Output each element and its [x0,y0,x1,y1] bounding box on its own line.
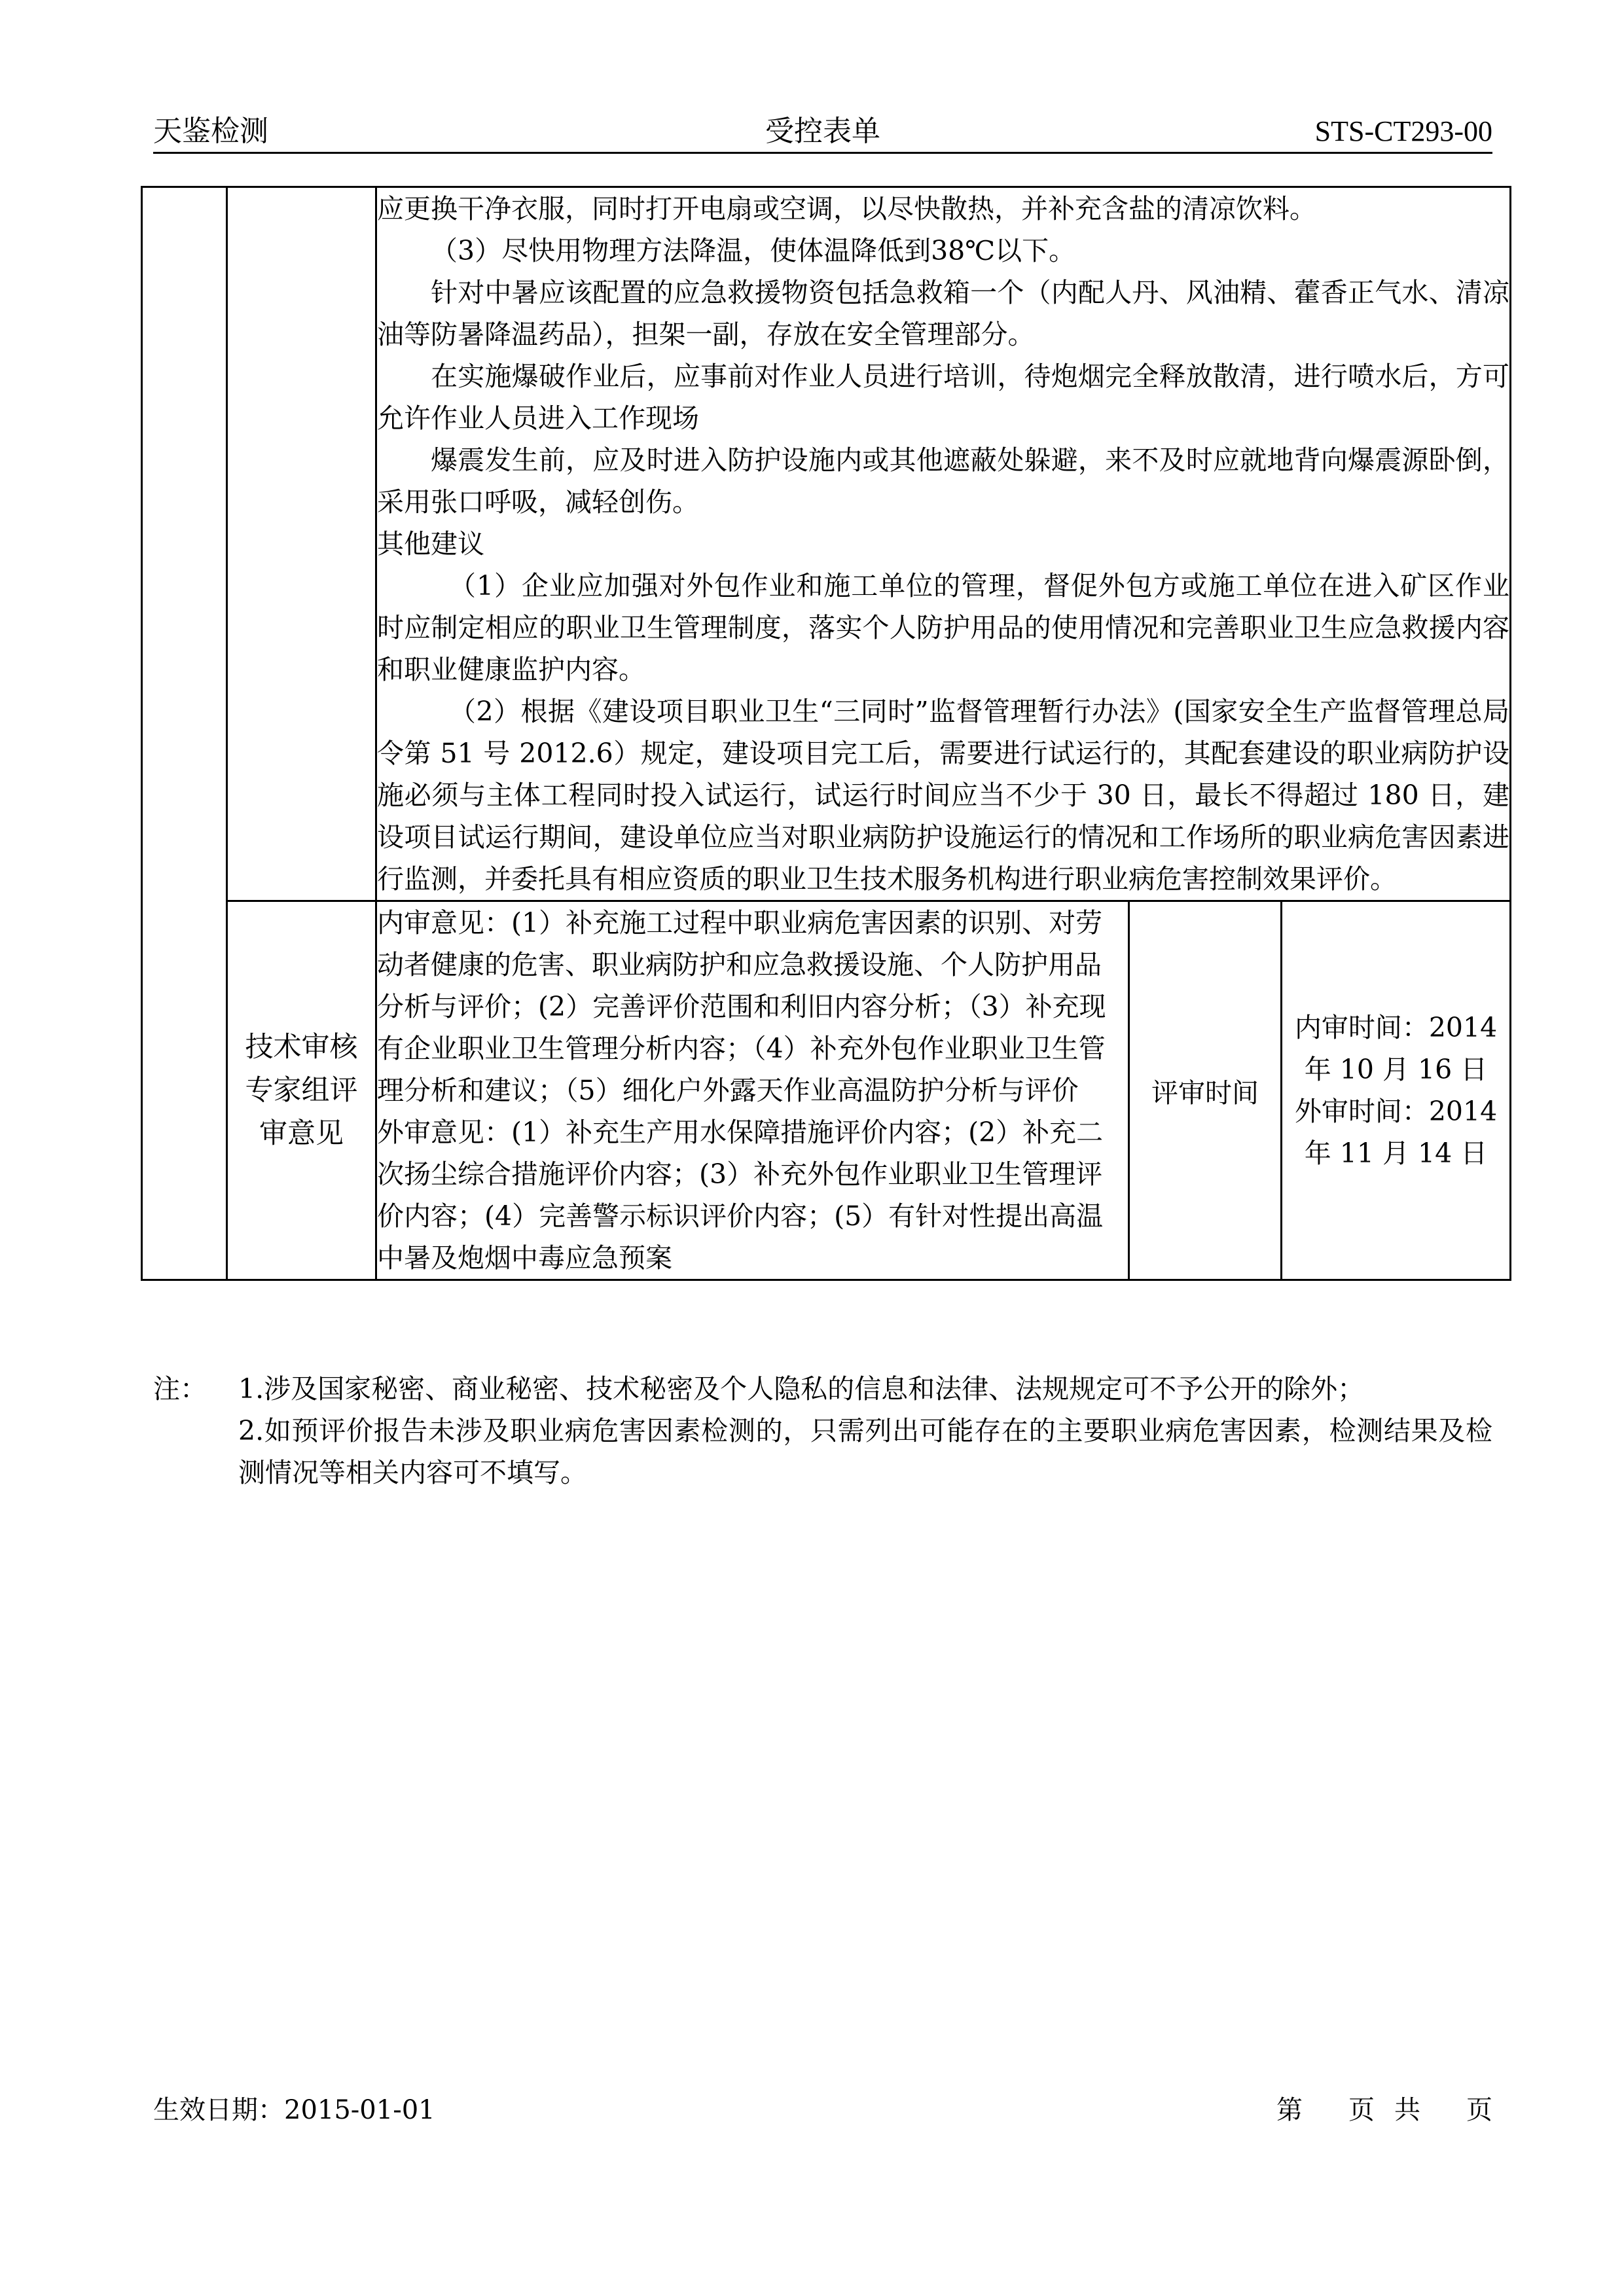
external-review-time-1: 外审时间：2014 [1294,1096,1498,1127]
measures-label-cell [227,187,376,901]
review-opinions [376,901,1129,1280]
measure-paragraph-4: 在实施爆破作业后，应事前对作业人员进行培训，待炮烟完全释放散清，进行喷水后，方可允许作业人员进入工作现场 [377,361,1510,434]
page-di: 第 [1276,2095,1303,2125]
form-code: STS-CT293-00 [1314,115,1492,147]
review-row [142,901,1511,1280]
page-header [153,111,1492,154]
left-blank-cell [142,187,227,1280]
page-footer [153,2090,1492,2130]
internal-review-time-1: 内审时间：2014 [1294,1012,1498,1043]
other-suggestions-title: 其他建议 [377,528,484,560]
page-number [1276,2090,1492,2130]
notes-label: 注： [153,1373,207,1405]
external-review-time-2: 年 11 月 14 日 [1304,1138,1488,1169]
external-review-opinion: 外审意见：(1）补充生产用水保障措施评价内容；(2）补充二次扬尘综合措施评价内容；(3）补充外包作业职业卫生管理评价内容；(4）完善警示标识评价内容；(5）有针对性提出高温中暑及炮烟中毒应急预案 [377,1117,1104,1274]
measures-content [376,187,1511,901]
suggestion-2: （2）根据《建设项目职业卫生“三同时”监督管理暂行办法》(国家安全生产监督管理总局令第 51 号 2012.6）规定，建设项目完工后，需要进行试运行的，其配套建设的职业病防护设施必须与主体工程同时投入试运行，试运行时间应当不少于 30 日，最长不得超过 180 日，建设项目试运行期间，建设单位应当对职业病防护设施运行的情况和工作场所的职业病危害因素进行监测，并委托具有相应资质的职业卫生技术服务机构进行职业病危害控制效果评价。 [377,696,1510,895]
review-label-line-3: 审意见 [259,1117,344,1150]
suggestion-1: （1）企业应加强对外包作业和施工单位的管理，督促外包方或施工单位在进入矿区作业时应制定相应的职业卫生管理制度，落实个人防护用品的使用情况和完善职业卫生应急救援内容和职业健康监护内容。 [377,570,1510,685]
note-1: 1.涉及国家秘密、商业秘密、技术秘密及个人隐私的信息和法律、法规规定可不予公开的除外； [238,1373,1365,1405]
internal-review-time-2: 年 10 月 16 日 [1304,1054,1488,1085]
effective-date: 生效日期：2015-01-01 [153,2095,435,2125]
notes-section [153,1368,1492,1494]
company-name: 天鉴检测 [153,115,268,148]
review-label-cell [227,901,376,1280]
form-title: 受控表单 [765,115,880,148]
measure-paragraph-3: 针对中暑应该配置的应急救援物资包括急救箱一个（内配人丹、风油精、藿香正气水、清凉油等防暑降温药品），担架一副，存放在安全管理部分。 [377,277,1510,350]
review-label-line-2: 专家组评 [245,1074,358,1107]
review-label-line-1: 技术审核 [245,1031,358,1064]
measure-paragraph-5: 爆震发生前，应及时进入防护设施内或其他遮蔽处躲避，来不及时应就地背向爆震源卧倒，采用张口呼吸，减轻创伤。 [377,444,1510,518]
measure-paragraph-2: （3）尽快用物理方法降温，使体温降低到38℃以下。 [431,235,1076,266]
evaluation-table [141,186,1511,1281]
review-time-values [1282,901,1511,1280]
page-ye: 页 [1348,2095,1375,2125]
measures-row [142,187,1511,901]
page-ye-2: 页 [1466,2095,1492,2125]
page-gong: 共 [1394,2095,1420,2125]
measure-paragraph-1: 应更换干净衣服，同时打开电扇或空调，以尽快散热，并补充含盐的清凉饮料。 [377,193,1316,224]
review-time-label: 评审时间 [1129,901,1282,1280]
internal-review-opinion: 内审意见：(1）补充施工过程中职业病危害因素的识别、对劳动者健康的危害、职业病防护和应急救援设施、个人防护用品分析与评价；(2）完善评价范围和利旧内容分析；（3）补充现有企业职业卫生管理分析内容；（4）补充外包作业职业卫生管理分析和建议；（5）细化户外露天作业高温防护分析与评价 [377,907,1106,1106]
note-2: 2.如预评价报告未涉及职业病危害因素检测的，只需列出可能存在的主要职业病危害因素，检测结果及检测情况等相关内容可不填写。 [238,1415,1492,1488]
